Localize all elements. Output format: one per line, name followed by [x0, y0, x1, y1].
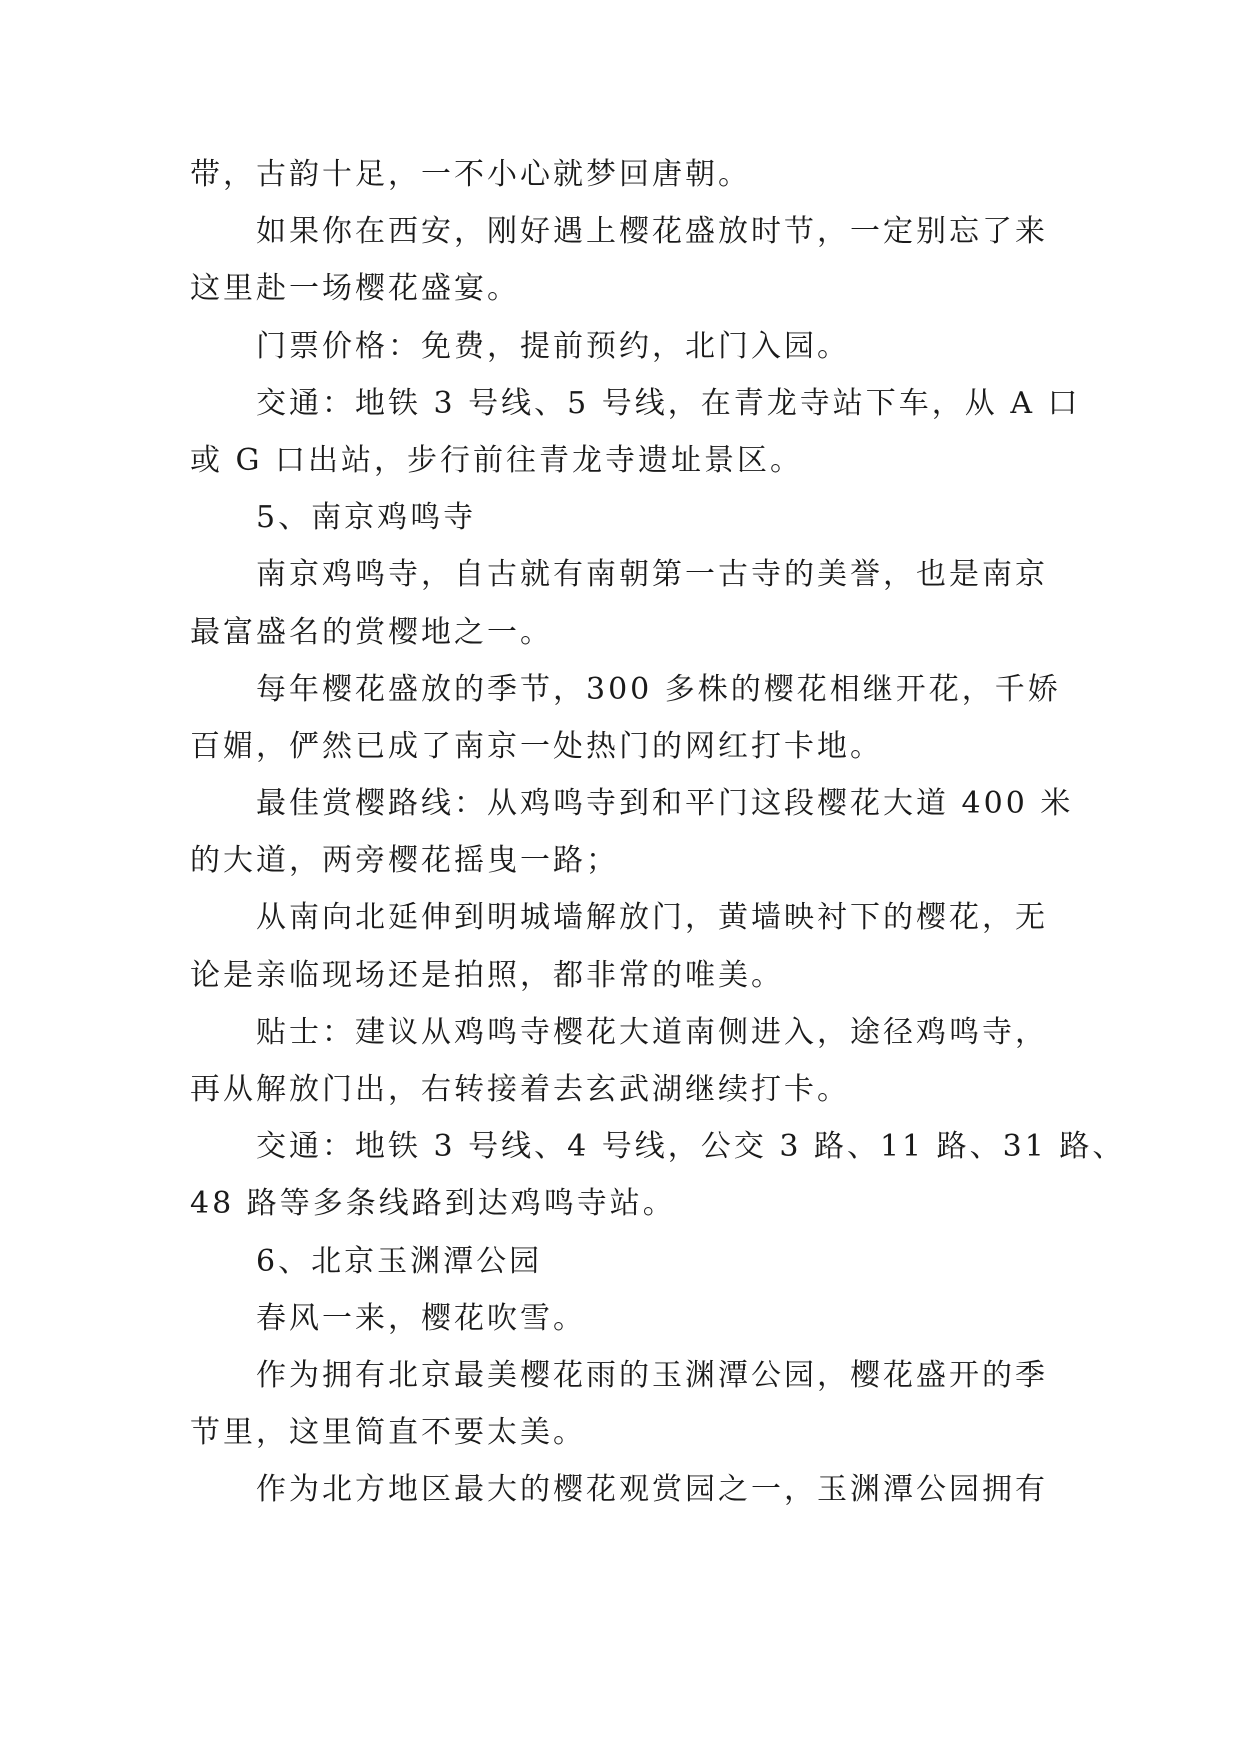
text-line: 最佳赏樱路线：从鸡鸣寺到和平门这段樱花大道 400 米	[256, 786, 1074, 822]
text-line: 6、北京玉渊潭公园	[256, 1243, 543, 1279]
text-line: 门票价格：免费，提前预约，北门入园。	[256, 328, 850, 364]
document-body	[190, 156, 1126, 1529]
text-line: 作为北方地区最大的樱花观赏园之一，玉渊潭公园拥有	[256, 1472, 1048, 1508]
text-line: 交通：地铁 3 号线、4 号线，公交 3 路、11 路、31 路、	[256, 1129, 1126, 1165]
text-line: 贴士：建议从鸡鸣寺樱花大道南侧进入，途径鸡鸣寺，	[256, 1014, 1048, 1050]
text-line: 5、南京鸡鸣寺	[256, 500, 477, 536]
text-line: 的大道，两旁樱花摇曳一路；	[190, 843, 619, 879]
text-line: 48 路等多条线路到达鸡鸣寺站。	[190, 1186, 676, 1222]
text-line: 这里赴一场樱花盛宴。	[190, 271, 520, 307]
text-line: 如果你在西安，刚好遇上樱花盛放时节，一定别忘了来	[256, 214, 1048, 250]
text-line: 最富盛名的赏樱地之一。	[190, 614, 553, 650]
text-line: 或 G 口出站，步行前往青龙寺遗址景区。	[190, 442, 804, 478]
text-line: 再从解放门出，右转接着去玄武湖继续打卡。	[190, 1072, 850, 1107]
text-line: 百媚，俨然已成了南京一处热门的网红打卡地。	[190, 728, 883, 764]
text-line: 带，古韵十足，一不小心就梦回唐朝。	[190, 157, 751, 192]
text-line: 春风一来，樱花吹雪。	[256, 1300, 586, 1336]
text-line: 交通：地铁 3 号线、5 号线，在青龙寺站下车，从 A 口	[256, 385, 1081, 421]
text-line: 每年樱花盛放的季节，300 多株的樱花相继开花，千娇	[256, 671, 1061, 707]
text-line: 从南向北延伸到明城墙解放门，黄墙映衬下的樱花，无	[256, 900, 1048, 936]
text-line: 论是亲临现场还是拍照，都非常的唯美。	[190, 957, 784, 993]
text-line: 节里，这里简直不要太美。	[190, 1415, 586, 1451]
text-line: 南京鸡鸣寺，自古就有南朝第一古寺的美誉，也是南京	[256, 557, 1048, 593]
text-line: 作为拥有北京最美樱花雨的玉渊潭公园，樱花盛开的季	[256, 1357, 1048, 1393]
